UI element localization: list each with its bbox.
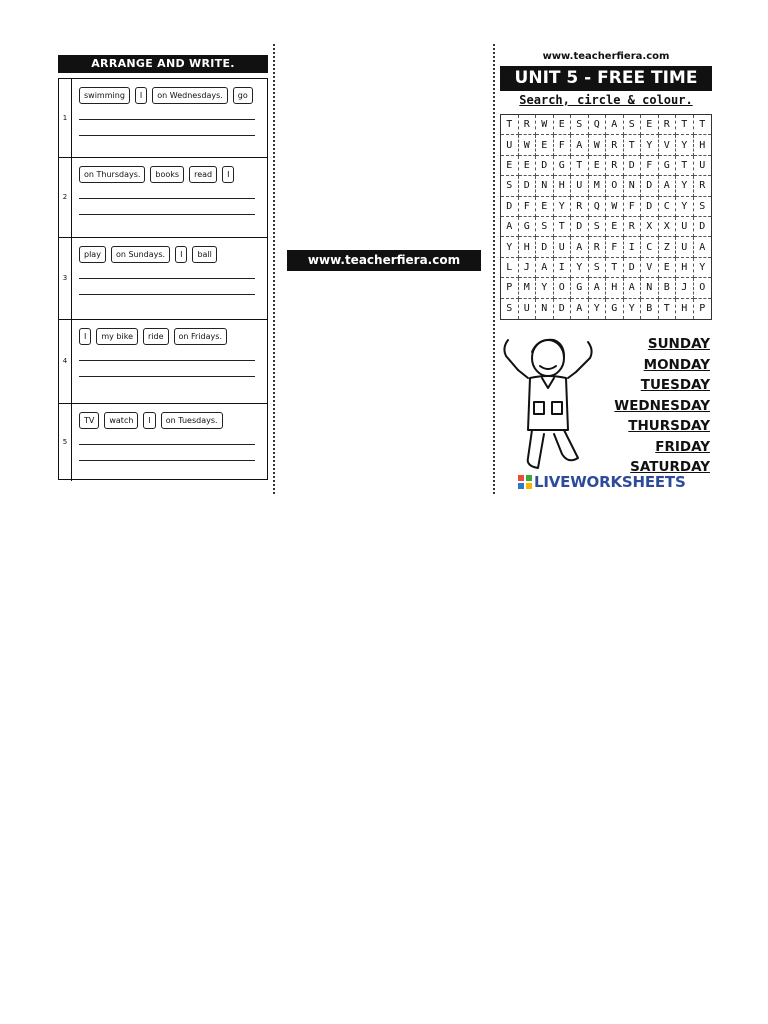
grid-cell[interactable]: E: [501, 156, 519, 176]
grid-cell[interactable]: U: [554, 237, 572, 257]
grid-cell[interactable]: B: [659, 278, 677, 298]
cut-line-left: [273, 44, 275, 494]
grid-cell[interactable]: Y: [554, 197, 572, 217]
middle-url-banner: www.teacherfiera.com: [287, 250, 481, 271]
grid-cell[interactable]: Y: [676, 197, 694, 217]
grid-cell[interactable]: V: [659, 135, 677, 155]
grid-cell[interactable]: H: [606, 278, 624, 298]
grid-cell[interactable]: Y: [536, 278, 554, 298]
grid-cell[interactable]: Y: [676, 176, 694, 196]
grid-cell[interactable]: L: [501, 258, 519, 278]
grid-cell[interactable]: H: [694, 135, 712, 155]
answer-line[interactable]: [79, 444, 255, 445]
arrange-rows: [58, 78, 268, 480]
grid-cell[interactable]: S: [624, 115, 642, 135]
grid-cell[interactable]: R: [694, 176, 712, 196]
grid-cell[interactable]: Y: [694, 258, 712, 278]
grid-cell[interactable]: E: [536, 197, 554, 217]
grid-cell[interactable]: T: [676, 156, 694, 176]
grid-cell[interactable]: M: [519, 278, 537, 298]
grid-cell[interactable]: D: [536, 237, 554, 257]
grid-cell[interactable]: Y: [501, 237, 519, 257]
grid-cell[interactable]: D: [571, 217, 589, 237]
grid-cell[interactable]: G: [659, 156, 677, 176]
row-number: 3: [62, 274, 68, 282]
answer-line[interactable]: [79, 376, 255, 377]
liveworksheets-icon: [518, 475, 532, 489]
grid-cell[interactable]: E: [589, 156, 607, 176]
grid-cell[interactable]: E: [641, 115, 659, 135]
grid-cell[interactable]: Y: [571, 258, 589, 278]
word-card: I: [222, 166, 234, 183]
grid-cell[interactable]: J: [519, 258, 537, 278]
answer-line[interactable]: [79, 198, 255, 199]
arrange-title: ARRANGE AND WRITE.: [58, 55, 268, 73]
grid-cell[interactable]: N: [641, 278, 659, 298]
grid-cell[interactable]: A: [659, 176, 677, 196]
grid-cell[interactable]: R: [624, 217, 642, 237]
grid-cell[interactable]: R: [606, 135, 624, 155]
grid-cell[interactable]: A: [571, 135, 589, 155]
grid-cell[interactable]: M: [589, 176, 607, 196]
word-card: play: [79, 246, 106, 263]
grid-cell[interactable]: T: [659, 299, 677, 319]
row-number: 4: [62, 357, 68, 365]
word-list-item: THURSDAY: [628, 418, 710, 434]
cut-line-right: [493, 44, 495, 494]
word-cards: [79, 412, 223, 429]
grid-cell[interactable]: C: [641, 237, 659, 257]
grid-cell[interactable]: C: [659, 197, 677, 217]
word-cards: [79, 328, 227, 345]
arrange-row: [59, 79, 267, 158]
grid-cell[interactable]: T: [571, 156, 589, 176]
word-list-item: WEDNESDAY: [614, 397, 710, 414]
grid-cell[interactable]: N: [536, 176, 554, 196]
word-card: swimming: [79, 87, 130, 104]
unit-title: UNIT 5 - FREE TIME: [500, 66, 712, 91]
arrange-row: [59, 320, 267, 404]
grid-cell[interactable]: D: [554, 299, 572, 319]
grid-cell[interactable]: E: [606, 217, 624, 237]
grid-cell[interactable]: D: [641, 197, 659, 217]
grid-cell[interactable]: U: [571, 176, 589, 196]
word-card: ride: [143, 328, 169, 345]
instruction-subtitle: Search, circle & colour.: [519, 93, 693, 107]
row-number: 2: [62, 193, 68, 201]
grid-cell[interactable]: Q: [589, 197, 607, 217]
grid-cell[interactable]: R: [606, 156, 624, 176]
grid-cell[interactable]: Z: [659, 237, 677, 257]
right-url: www.teacherfiera.com: [542, 51, 670, 62]
word-card: ball: [192, 246, 216, 263]
answer-line[interactable]: [79, 360, 255, 361]
grid-cell[interactable]: D: [624, 258, 642, 278]
grid-cell[interactable]: U: [519, 299, 537, 319]
word-card: TV: [79, 412, 99, 429]
answer-line[interactable]: [79, 278, 255, 279]
grid-cell[interactable]: G: [554, 156, 572, 176]
answer-line[interactable]: [79, 214, 255, 215]
grid-cell[interactable]: U: [501, 135, 519, 155]
grid-cell[interactable]: F: [554, 135, 572, 155]
grid-cell[interactable]: R: [659, 115, 677, 135]
grid-cell[interactable]: W: [589, 135, 607, 155]
grid-cell[interactable]: S: [501, 176, 519, 196]
grid-cell[interactable]: R: [589, 237, 607, 257]
grid-cell[interactable]: T: [676, 115, 694, 135]
grid-cell[interactable]: D: [519, 176, 537, 196]
grid-cell[interactable]: Y: [641, 135, 659, 155]
grid-cell[interactable]: A: [536, 258, 554, 278]
arrange-row: [59, 158, 267, 238]
grid-cell[interactable]: I: [554, 258, 572, 278]
word-card: on Tuesdays.: [161, 412, 223, 429]
grid-cell[interactable]: U: [676, 217, 694, 237]
grid-cell[interactable]: P: [501, 278, 519, 298]
grid-cell[interactable]: E: [519, 156, 537, 176]
row-number: 1: [62, 113, 68, 122]
grid-cell[interactable]: A: [571, 299, 589, 319]
word-cards: [79, 87, 253, 104]
grid-cell[interactable]: W: [606, 197, 624, 217]
grid-cell[interactable]: F: [606, 237, 624, 257]
word-card: on Thursdays.: [79, 166, 145, 183]
grid-cell[interactable]: W: [536, 115, 554, 135]
word-cards: [79, 166, 234, 183]
grid-cell[interactable]: S: [571, 115, 589, 135]
grid-cell[interactable]: B: [641, 299, 659, 319]
grid-cell[interactable]: T: [624, 135, 642, 155]
word-list-item: SATURDAY: [630, 459, 710, 475]
grid-cell[interactable]: R: [519, 115, 537, 135]
logo-text: LIVEWORKSHEETS: [534, 473, 686, 491]
grid-cell[interactable]: A: [501, 217, 519, 237]
grid-cell[interactable]: S: [589, 217, 607, 237]
grid-cell[interactable]: H: [519, 237, 537, 257]
jumping-kid-illustration: [498, 330, 598, 478]
arrange-row: [59, 238, 267, 320]
grid-cell[interactable]: X: [659, 217, 677, 237]
grid-cell[interactable]: W: [519, 135, 537, 155]
grid-cell[interactable]: I: [624, 237, 642, 257]
grid-cell[interactable]: F: [624, 197, 642, 217]
word-list-item: TUESDAY: [640, 377, 710, 393]
word-cards: [79, 246, 217, 263]
grid-cell[interactable]: S: [589, 258, 607, 278]
grid-cell[interactable]: F: [519, 197, 537, 217]
grid-cell[interactable]: R: [571, 197, 589, 217]
word-card: read: [189, 166, 217, 183]
grid-cell[interactable]: H: [554, 176, 572, 196]
grid-cell[interactable]: T: [606, 258, 624, 278]
word-card: I: [79, 328, 91, 345]
grid-cell[interactable]: D: [624, 156, 642, 176]
grid-cell[interactable]: D: [501, 197, 519, 217]
grid-cell[interactable]: S: [501, 299, 519, 319]
grid-cell[interactable]: G: [606, 299, 624, 319]
word-card: watch: [104, 412, 138, 429]
grid-cell[interactable]: E: [554, 115, 572, 135]
word-search-grid: [500, 114, 712, 320]
grid-cell[interactable]: E: [536, 135, 554, 155]
answer-line[interactable]: [79, 460, 255, 461]
word-list: [596, 334, 712, 478]
grid-cell[interactable]: A: [624, 278, 642, 298]
word-card: I: [135, 87, 147, 104]
word-card: on Fridays.: [174, 328, 227, 345]
grid-cell[interactable]: H: [676, 258, 694, 278]
grid-cell[interactable]: A: [606, 115, 624, 135]
grid-cell[interactable]: E: [659, 258, 677, 278]
grid-cell[interactable]: Y: [624, 299, 642, 319]
grid-cell[interactable]: H: [676, 299, 694, 319]
grid-cell[interactable]: D: [694, 217, 712, 237]
answer-line[interactable]: [79, 294, 255, 295]
answer-line[interactable]: [79, 119, 255, 120]
word-card: books: [150, 166, 184, 183]
grid-cell[interactable]: V: [641, 258, 659, 278]
grid-cell[interactable]: T: [554, 217, 572, 237]
grid-cell[interactable]: F: [641, 156, 659, 176]
word-card: I: [175, 246, 187, 263]
grid-cell[interactable]: S: [536, 217, 554, 237]
answer-line[interactable]: [79, 135, 255, 136]
grid-cell[interactable]: T: [694, 115, 712, 135]
grid-cell[interactable]: O: [694, 278, 712, 298]
word-card: on Sundays.: [111, 246, 170, 263]
word-list-item: SUNDAY: [647, 336, 710, 352]
grid-cell[interactable]: D: [641, 176, 659, 196]
word-card: on Wednesdays.: [152, 87, 228, 104]
grid-cell[interactable]: T: [501, 115, 519, 135]
grid-cell[interactable]: D: [536, 156, 554, 176]
grid-cell[interactable]: U: [676, 237, 694, 257]
word-list-item: FRIDAY: [655, 438, 710, 455]
row-number: 5: [62, 437, 68, 446]
grid-cell[interactable]: A: [571, 237, 589, 257]
grid-cell[interactable]: G: [571, 278, 589, 298]
word-card: go: [233, 87, 253, 104]
grid-cell[interactable]: Y: [589, 299, 607, 319]
word-card: my bike: [96, 328, 138, 345]
grid-cell[interactable]: A: [589, 278, 607, 298]
word-card: I: [143, 412, 155, 429]
grid-cell[interactable]: G: [519, 217, 537, 237]
grid-cell[interactable]: N: [624, 176, 642, 196]
word-list-item: MONDAY: [643, 356, 710, 373]
liveworksheets-logo: [518, 472, 686, 492]
grid-cell[interactable]: Y: [676, 135, 694, 155]
grid-cell[interactable]: S: [694, 197, 712, 217]
grid-cell[interactable]: N: [536, 299, 554, 319]
arrange-row: [59, 404, 267, 481]
grid-cell[interactable]: O: [554, 278, 572, 298]
grid-cell[interactable]: O: [606, 176, 624, 196]
grid-cell[interactable]: A: [694, 237, 712, 257]
grid-cell[interactable]: X: [641, 217, 659, 237]
grid-cell[interactable]: U: [694, 156, 712, 176]
grid-cell[interactable]: J: [676, 278, 694, 298]
grid-cell[interactable]: P: [699, 303, 706, 315]
grid-cell[interactable]: Q: [589, 115, 607, 135]
